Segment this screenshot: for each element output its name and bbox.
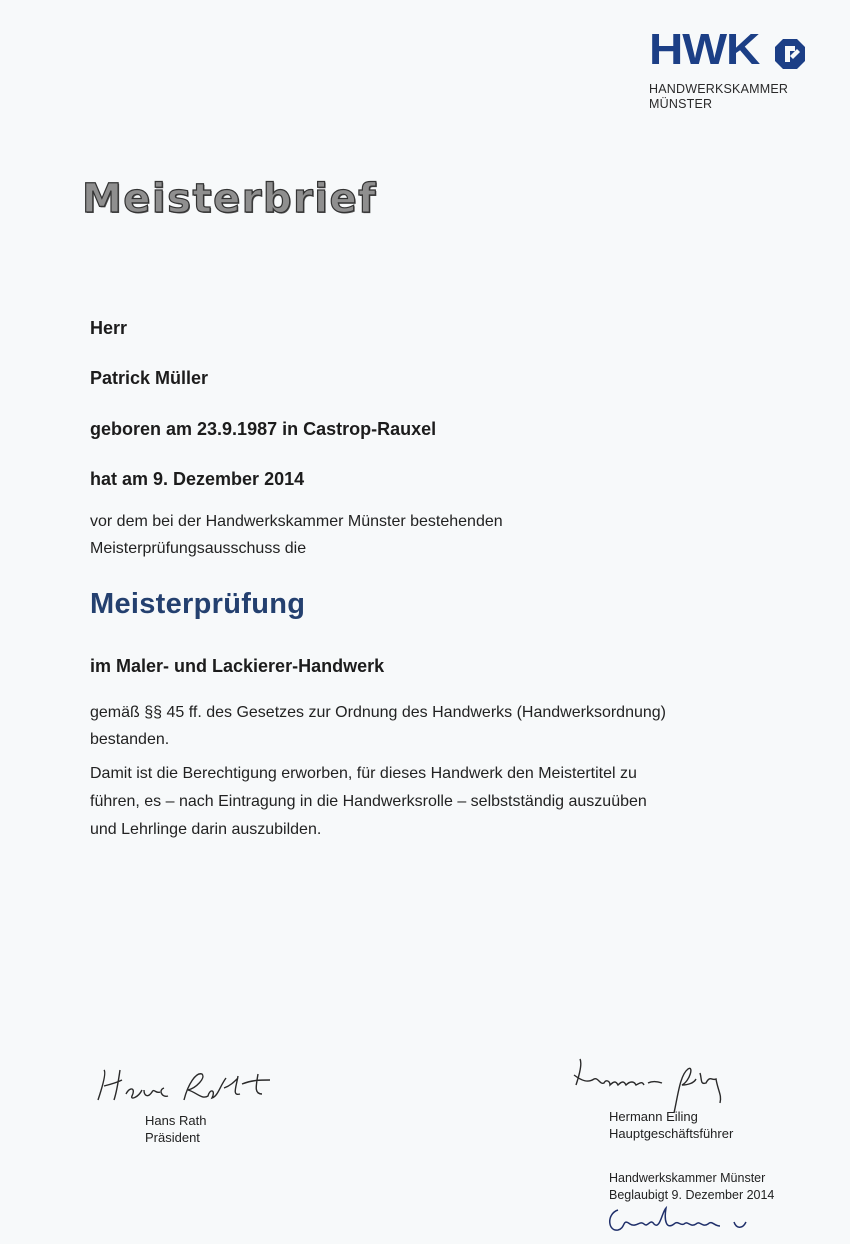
director-block [609,1108,733,1142]
certification-block [609,1170,774,1204]
logo-wordmark: HWK [649,25,760,74]
birth-line: geboren am 23.9.1987 in Castrop-Rauxel [90,419,437,439]
director-role: Hauptgeschäftsführer [609,1126,734,1141]
intro-text [90,508,503,562]
hwk-emblem-icon [773,37,807,71]
rights-line-1: Damit ist die Berechtigung erworben, für dieses Handwerk den Meistertitel zu [90,765,637,782]
rights-text [90,760,647,844]
director-name: Hermann Eiling [609,1109,698,1124]
rights-line-3: und Lehrlinge darin auszubilden. [90,821,322,838]
hwk-logo [649,25,819,112]
trade-line: im Maler- und Lackierer-Handwerk [90,656,385,676]
president-role: Präsident [145,1130,200,1145]
certification-line-1: Handwerkskammer Münster [609,1171,766,1185]
certification-signature [604,1202,764,1238]
document-title: Meisterbrief [82,176,378,222]
certification-line-2: Beglaubigt 9. Dezember 2014 [609,1188,775,1202]
director-signature [570,1055,740,1115]
legal-text [90,699,666,753]
salutation: Herr [90,318,128,338]
logo-line-2: MÜNSTER [649,97,713,111]
intro-line-1: vor dem bei der Handwerkskammer Münster bestehenden [90,513,503,530]
legal-line-1: gemäß §§ 45 ff. des Gesetzes zur Ordnung des Handwerks (Handwerksordnung) [90,704,666,721]
president-block [145,1112,206,1146]
exam-title: Meisterprüfung [90,588,306,620]
logo-subtitle [649,82,819,112]
president-name: Hans Rath [145,1113,207,1128]
exam-date-line: hat am 9. Dezember 2014 [90,469,305,489]
intro-line-2: Meisterprüfungsausschuss die [90,540,307,557]
legal-line-2: bestanden. [90,731,170,748]
president-signature [92,1060,282,1112]
rights-line-2: führen, es – nach Eintragung in die Handwerksrolle – selbstständig auszuüben [90,793,647,810]
recipient-name: Patrick Müller [90,368,209,388]
logo-line-1: HANDWERKSKAMMER [649,82,789,96]
